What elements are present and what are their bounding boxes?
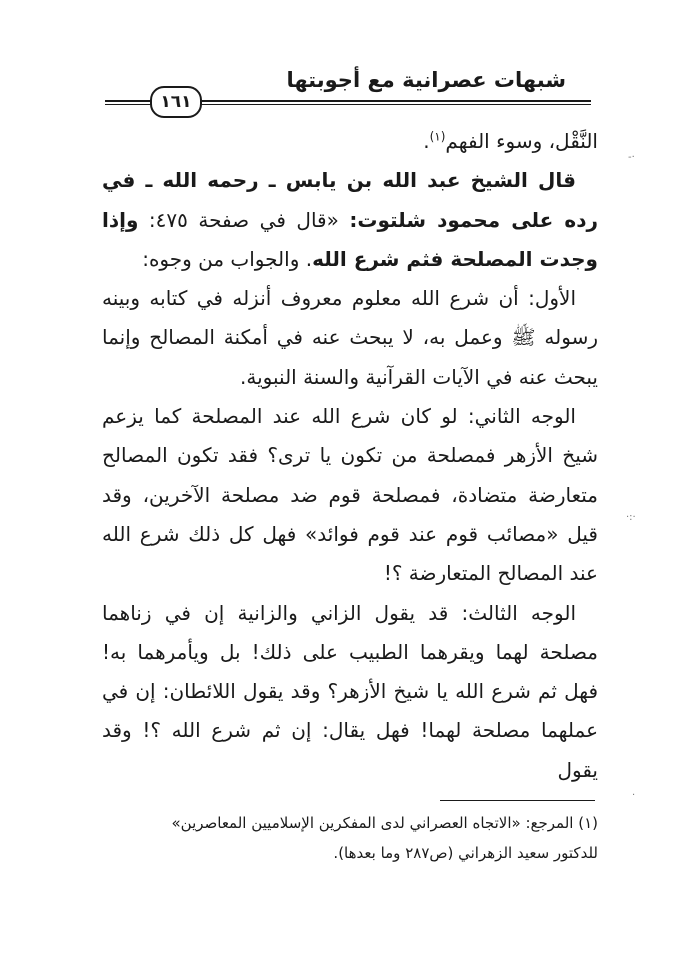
scan-margin-mark: -· bbox=[628, 152, 635, 163]
paragraph-2-bold-quote: وإذا وجدت المصلحة فثم شرع الله bbox=[102, 207, 598, 271]
paragraph-4: الوجه الثاني: لو كان شرع الله عند المصلحة كما يزعم شيخ الأزهر فمصلحة من تكون يا ترى؟ فقد تكون المصالح متعارضة متضادة، فمصلحة قوم ضد مصلحة الآخرين، وقد قيل «مصائب قوم عند قوم فوائد» فهل كل ذلك شرع الله عند المصالح المتعارضة ؟! bbox=[102, 404, 598, 586]
paragraph-3: الأول: أن شرع الله معلوم معروف أنزله في كتابه وبينه رسوله ﷺ وعمل به، لا يبحث عنه في أمكنة المصالح وإنما يبحث عنه في الآيات القرآنية والسنة النبوية. bbox=[102, 286, 598, 389]
footnote-reference: (١) bbox=[429, 129, 446, 144]
footnote bbox=[102, 808, 598, 868]
running-header-title: شبهات عصرانية مع أجوبتها bbox=[286, 68, 566, 92]
paragraph-2-end: . والجواب من وجوه: bbox=[142, 246, 313, 271]
paragraph-2-quote-start: «قال في صفحة ٤٧٥: bbox=[138, 207, 350, 232]
footnote-line-2: للدكتور سعيد الزهراني (ص٢٨٧ وما بعدها). bbox=[333, 844, 598, 862]
body-text bbox=[102, 122, 598, 790]
footnote-rule bbox=[440, 800, 595, 801]
paragraph-2-bold-intro: قال الشيخ عبد الله بن يابس ـ رحمه الله ـ في رده على محمود شلتوت: bbox=[102, 168, 598, 232]
scan-margin-mark: ·:· bbox=[626, 512, 636, 523]
page-number: ١٦١ bbox=[150, 86, 202, 118]
paragraph-5: الوجه الثالث: قد يقول الزاني والزانية إن في زناهما مصلحة لهما ويقرهما الطبيب على ذلك! بل ويأمرهما به! فهل ثم شرع الله يا شيخ الأزهر؟ وقد يقول اللائطان: إن في عملهما مصلحة لهما! فهل يقال: إن ثم شرع الله ؟! وقد يقول bbox=[102, 600, 598, 782]
paragraph-2 bbox=[102, 161, 598, 279]
scan-margin-mark: · bbox=[632, 790, 636, 801]
paragraph-1 bbox=[102, 122, 598, 161]
paragraph-1-end: . bbox=[423, 129, 430, 153]
paragraph-1-text: النَّقْل، وسوء الفهم bbox=[445, 129, 598, 153]
footnote-line-1: (١) المرجع: «الاتجاه العصراني لدى المفكرين الإسلاميين المعاصرين» bbox=[171, 814, 598, 832]
